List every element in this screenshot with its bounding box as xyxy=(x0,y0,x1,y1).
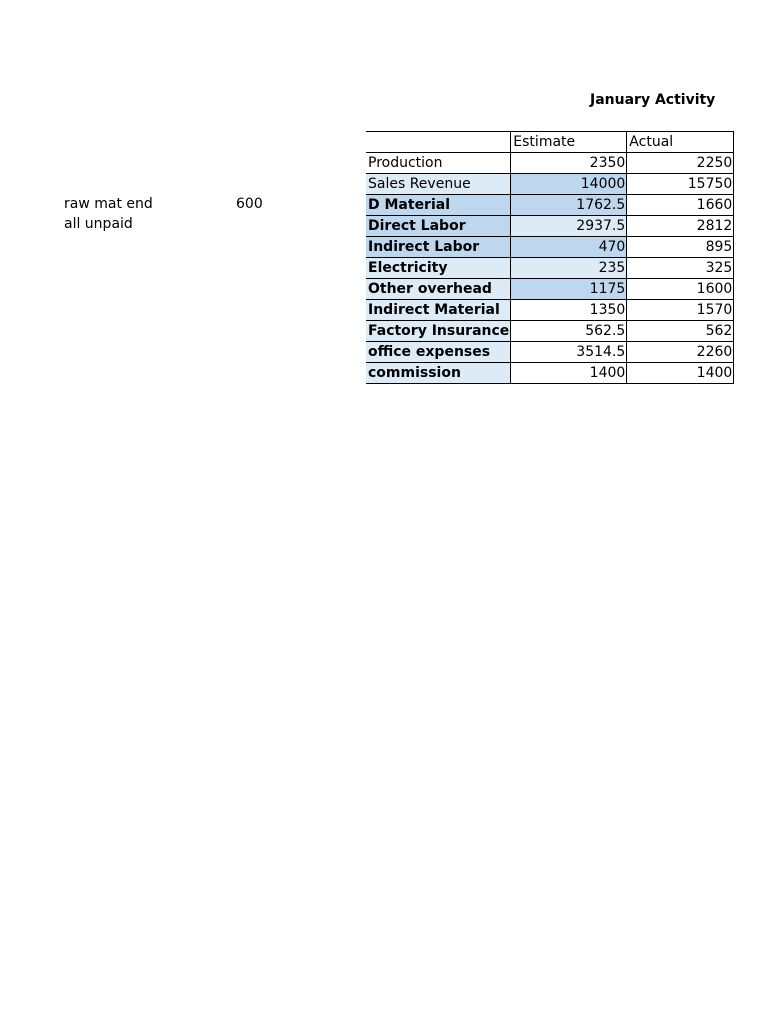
row-estimate-cell[interactable]: 235 xyxy=(511,258,627,279)
row-estimate-cell[interactable]: 2350 xyxy=(511,153,627,174)
row-actual-cell[interactable]: 1400 xyxy=(627,363,734,384)
row-label-cell[interactable]: Sales Revenue xyxy=(366,174,511,195)
table-row xyxy=(366,195,734,216)
row-actual-cell[interactable]: 1660 xyxy=(627,195,734,216)
row-estimate-cell[interactable]: 14000 xyxy=(511,174,627,195)
row-label-cell[interactable]: D Material xyxy=(366,195,511,216)
row-actual-cell[interactable]: 2250 xyxy=(627,153,734,174)
row-actual-cell[interactable]: 15750 xyxy=(627,174,734,195)
row-estimate-cell[interactable]: 1350 xyxy=(511,300,627,321)
row-label-cell[interactable]: Electricity xyxy=(366,258,511,279)
row-label-cell[interactable]: Indirect Material xyxy=(366,300,511,321)
row-actual-cell[interactable]: 1570 xyxy=(627,300,734,321)
table-row xyxy=(366,153,734,174)
activity-table-body xyxy=(366,132,734,384)
header-estimate-cell[interactable]: Estimate xyxy=(511,132,627,153)
row-label-cell[interactable]: Other overhead xyxy=(366,279,511,300)
table-row xyxy=(366,342,734,363)
row-label-cell[interactable]: Indirect Labor xyxy=(366,237,511,258)
table-row xyxy=(366,237,734,258)
table-row xyxy=(366,363,734,384)
table-row xyxy=(366,258,734,279)
table-row xyxy=(366,279,734,300)
table-row xyxy=(366,216,734,237)
row-estimate-cell[interactable]: 562.5 xyxy=(511,321,627,342)
row-actual-cell[interactable]: 1600 xyxy=(627,279,734,300)
table-header-row xyxy=(366,132,734,153)
note-all-unpaid-label[interactable]: all unpaid xyxy=(64,216,133,232)
row-actual-cell[interactable]: 325 xyxy=(627,258,734,279)
row-label-cell[interactable]: Production xyxy=(366,153,511,174)
table-row xyxy=(366,174,734,195)
row-actual-cell[interactable]: 2260 xyxy=(627,342,734,363)
header-label-cell[interactable] xyxy=(366,132,511,153)
table-row xyxy=(366,300,734,321)
table-row xyxy=(366,321,734,342)
activity-table xyxy=(366,131,734,384)
row-estimate-cell[interactable]: 3514.5 xyxy=(511,342,627,363)
note-raw-mat-end-value[interactable]: 600 xyxy=(236,196,263,212)
row-estimate-cell[interactable]: 1400 xyxy=(511,363,627,384)
header-actual-cell[interactable]: Actual xyxy=(627,132,734,153)
row-actual-cell[interactable]: 895 xyxy=(627,237,734,258)
row-estimate-cell[interactable]: 1175 xyxy=(511,279,627,300)
row-actual-cell[interactable]: 2812 xyxy=(627,216,734,237)
row-estimate-cell[interactable]: 2937.5 xyxy=(511,216,627,237)
row-actual-cell[interactable]: 562 xyxy=(627,321,734,342)
note-raw-mat-end-label[interactable]: raw mat end xyxy=(64,196,153,212)
row-label-cell[interactable]: Direct Labor xyxy=(366,216,511,237)
row-estimate-cell[interactable]: 1762.5 xyxy=(511,195,627,216)
sheet-title[interactable]: January Activity xyxy=(590,92,716,108)
row-label-cell[interactable]: Factory Insurance xyxy=(366,321,511,342)
row-label-cell[interactable]: office expenses xyxy=(366,342,511,363)
row-label-cell[interactable]: commission xyxy=(366,363,511,384)
row-estimate-cell[interactable]: 470 xyxy=(511,237,627,258)
